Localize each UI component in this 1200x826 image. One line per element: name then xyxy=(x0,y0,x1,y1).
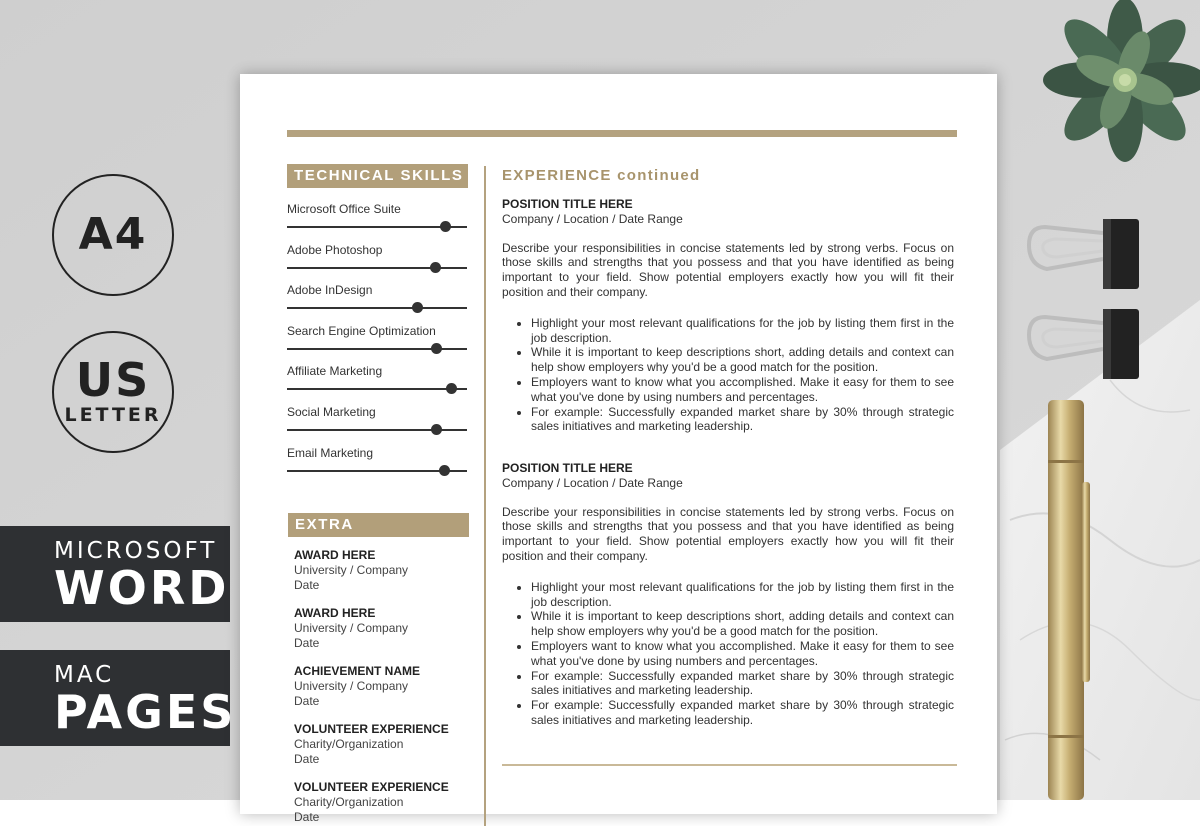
job-bullets xyxy=(502,580,954,728)
extra-item-title: AWARD HERE xyxy=(294,606,376,620)
job-bullet: • For example: Successfully expanded market share by 30% through strategic sales initiatives and marketing leadership. xyxy=(531,405,954,435)
job-entry xyxy=(502,197,954,434)
job-title: POSITION TITLE HERE xyxy=(502,197,633,211)
skill-row xyxy=(287,404,469,442)
job-bullet: • Highlight your most relevant qualifications for the job by listing them first in the job description. xyxy=(531,580,954,610)
skill-track xyxy=(287,307,467,309)
skill-name: Search Engine Optimization xyxy=(287,324,436,338)
extra-item-line1: Charity/Organization xyxy=(294,737,404,751)
header-accent-bar xyxy=(287,130,957,137)
technical-skills-heading: TECHNICAL SKILLS xyxy=(287,164,468,188)
extra-heading: EXTRA xyxy=(288,513,469,537)
section-rule xyxy=(502,764,957,766)
extra-item-line1: University / Company xyxy=(294,563,409,577)
skill-level-dot xyxy=(431,343,442,354)
extra-item-line2: Date xyxy=(294,752,320,766)
skill-row xyxy=(287,445,469,483)
extra-item-line2: Date xyxy=(294,578,320,592)
word-label-small: MICROSOFT xyxy=(54,538,218,564)
extra-item-line2: Date xyxy=(294,694,320,708)
job-entry xyxy=(502,461,954,728)
extra-item-line1: University / Company xyxy=(294,679,409,693)
skill-name: Adobe InDesign xyxy=(287,283,373,297)
job-bullet: • While it is important to keep descriptions short, adding details and context can help show employers why you'd be a good match for the position. xyxy=(531,345,954,375)
extra-item-title: AWARD HERE xyxy=(294,548,376,562)
extra-item xyxy=(294,722,464,767)
job-description: Describe your responsibilities in concise statements led by strong verbs. Focus on those skills and strengths that you possess and that you have identified as being important to your field. Show potential employers exactly how you will fit their position and their company. xyxy=(502,504,954,563)
skill-level-dot xyxy=(446,383,457,394)
skill-row xyxy=(287,242,469,280)
job-bullet: • Employers want to know what you accomplished. Make it easy for them to see what you've done by using numbers and percentages. xyxy=(531,375,954,405)
skill-name: Email Marketing xyxy=(287,446,374,460)
skill-level-dot xyxy=(412,302,423,313)
skill-level-dot xyxy=(430,262,441,273)
extra-item-title: VOLUNTEER EXPERIENCE xyxy=(294,780,449,794)
skill-name: Adobe Photoshop xyxy=(287,243,383,257)
skill-row xyxy=(287,201,469,239)
skill-level-dot xyxy=(431,424,442,435)
microsoft-word-label xyxy=(0,526,230,622)
extra-item xyxy=(294,548,464,593)
gold-pen xyxy=(1044,400,1094,800)
extra-item-line2: Date xyxy=(294,636,320,650)
pages-label-small: MAC xyxy=(54,662,115,688)
skill-level-dot xyxy=(440,221,451,232)
a4-badge xyxy=(52,174,174,296)
skill-track xyxy=(287,388,467,390)
skill-name: Microsoft Office Suite xyxy=(287,202,401,216)
job-bullets xyxy=(502,316,954,434)
skill-level-dot xyxy=(439,465,450,476)
column-divider xyxy=(484,166,486,826)
job-bullet: • For example: Successfully expanded market share by 30% through strategic sales initiatives and marketing leadership. xyxy=(531,669,954,699)
job-meta: Company / Location / Date Range xyxy=(502,475,683,490)
binder-clip-top xyxy=(1025,215,1145,295)
letter-badge-text: LETTER xyxy=(64,404,162,426)
us-badge-text: US xyxy=(75,353,151,407)
skill-name: Social Marketing xyxy=(287,405,376,419)
extra-item xyxy=(294,606,464,651)
extra-item-line1: Charity/Organization xyxy=(294,795,404,809)
experience-heading: EXPERIENCE continued xyxy=(502,167,701,184)
extra-item xyxy=(294,780,464,825)
extra-item-line2: Date xyxy=(294,810,320,824)
job-meta: Company / Location / Date Range xyxy=(502,211,683,226)
skill-row xyxy=(287,282,469,320)
word-label-big: WORD xyxy=(54,561,230,615)
extra-item-title: VOLUNTEER EXPERIENCE xyxy=(294,722,449,736)
us-letter-badge xyxy=(52,331,174,453)
job-bullet: • Highlight your most relevant qualifications for the job by listing them first in the job description. xyxy=(531,316,954,346)
pages-label-big: PAGES xyxy=(54,685,237,739)
resume-page xyxy=(240,74,997,824)
skill-name: Affiliate Marketing xyxy=(287,364,383,378)
job-description: Describe your responsibilities in concise statements led by strong verbs. Focus on those skills and strengths that you possess and that you have identified as being important to your field. Show potential employers exactly how you will fit their position and their company. xyxy=(502,240,954,299)
job-bullet: • Employers want to know what you accomplished. Make it easy for them to see what you've done by using numbers and percentages. xyxy=(531,639,954,669)
extra-item-line1: University / Company xyxy=(294,621,409,635)
skill-row xyxy=(287,323,469,361)
succulent-plant xyxy=(1040,0,1200,170)
binder-clip-bottom xyxy=(1025,305,1145,385)
job-title: POSITION TITLE HERE xyxy=(502,461,633,475)
extra-item-title: ACHIEVEMENT NAME xyxy=(294,664,421,678)
extra-item xyxy=(294,664,464,709)
skill-row xyxy=(287,363,469,401)
a4-badge-text: A4 xyxy=(78,209,148,260)
job-bullet: • While it is important to keep descriptions short, adding details and context can help show employers why you'd be a good match for the position. xyxy=(531,609,954,639)
job-bullet: • For example: Successfully expanded market share by 30% through strategic sales initiatives and marketing leadership. xyxy=(531,698,954,728)
mac-pages-label xyxy=(0,650,237,746)
